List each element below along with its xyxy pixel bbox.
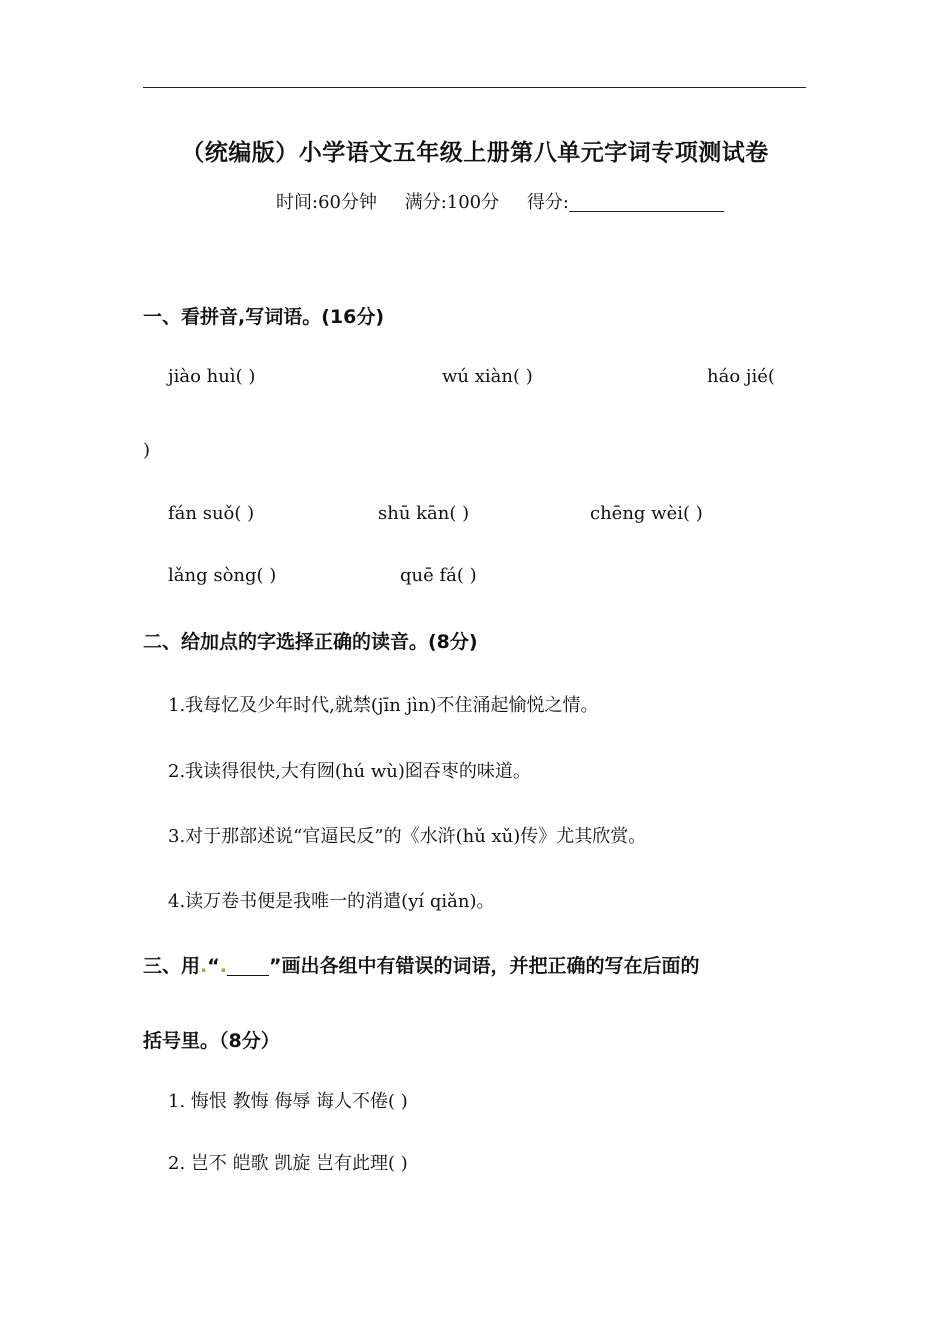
question-item: 2. 岂不 皑歌 凯旋 岂有此理( ) [168, 1153, 408, 1174]
pinyin-item: lǎng sòng( ) [168, 565, 277, 586]
dot-mark: . [219, 955, 227, 977]
pinyin-item: háo jié( [707, 366, 775, 387]
question-item: 4.读万卷书便是我唯一的消遣(yí qiǎn)。 [168, 891, 495, 912]
pinyin-item: quē fá( ) [400, 565, 477, 586]
pinyin-item: jiào huì( ) [168, 366, 256, 387]
open-quote: “ [207, 955, 220, 977]
pinyin-item: chēng wèi( ) [590, 503, 703, 524]
exam-meta [276, 188, 746, 214]
section3-heading-part1: 三、用 [143, 955, 201, 977]
section2-heading: 二、给加点的字选择正确的读音。(8分) [143, 631, 478, 653]
question-item: 3.对于那部述说“官逼民反”的《水浒(hǔ xǔ)传》尤其欣赏。 [168, 826, 647, 847]
header-rule [143, 87, 806, 88]
pinyin-item: fán suǒ( ) [168, 503, 255, 524]
section3-heading [143, 951, 699, 978]
question-item: 2.我读得很快,大有囫(hú wù)囵吞枣的味道。 [168, 761, 531, 782]
question-item: 1. 悔恨 教悔 侮辱 诲人不倦( ) [168, 1091, 408, 1112]
time-limit: 时间:60分钟 [276, 192, 377, 213]
section1-heading: 一、看拼音,写词语。(16分) [143, 306, 385, 328]
pinyin-item: shū kān( ) [378, 503, 470, 524]
full-score: 满分:100分 [404, 192, 500, 213]
pinyin-item: wú xiàn( ) [442, 366, 533, 387]
section3-heading-line2: 括号里。（8分） [143, 1030, 280, 1052]
question-item: 1.我每忆及少年时代,就禁(jīn jìn)不住涌起愉悦之情。 [168, 695, 599, 716]
score-blank[interactable] [569, 193, 724, 212]
score-label: 得分: [526, 192, 569, 213]
underline-mark [227, 957, 269, 976]
close-quote: ” [268, 955, 282, 977]
section3-heading-part2: 画出各组中有错误的词语，并把正确的写在后面的 [281, 955, 700, 977]
page-title: （统编版）小学语文五年级上册第八单元字词专项测试卷 [181, 140, 769, 166]
pinyin-wrap: ) [143, 440, 151, 461]
dot-mark: . [200, 955, 208, 977]
